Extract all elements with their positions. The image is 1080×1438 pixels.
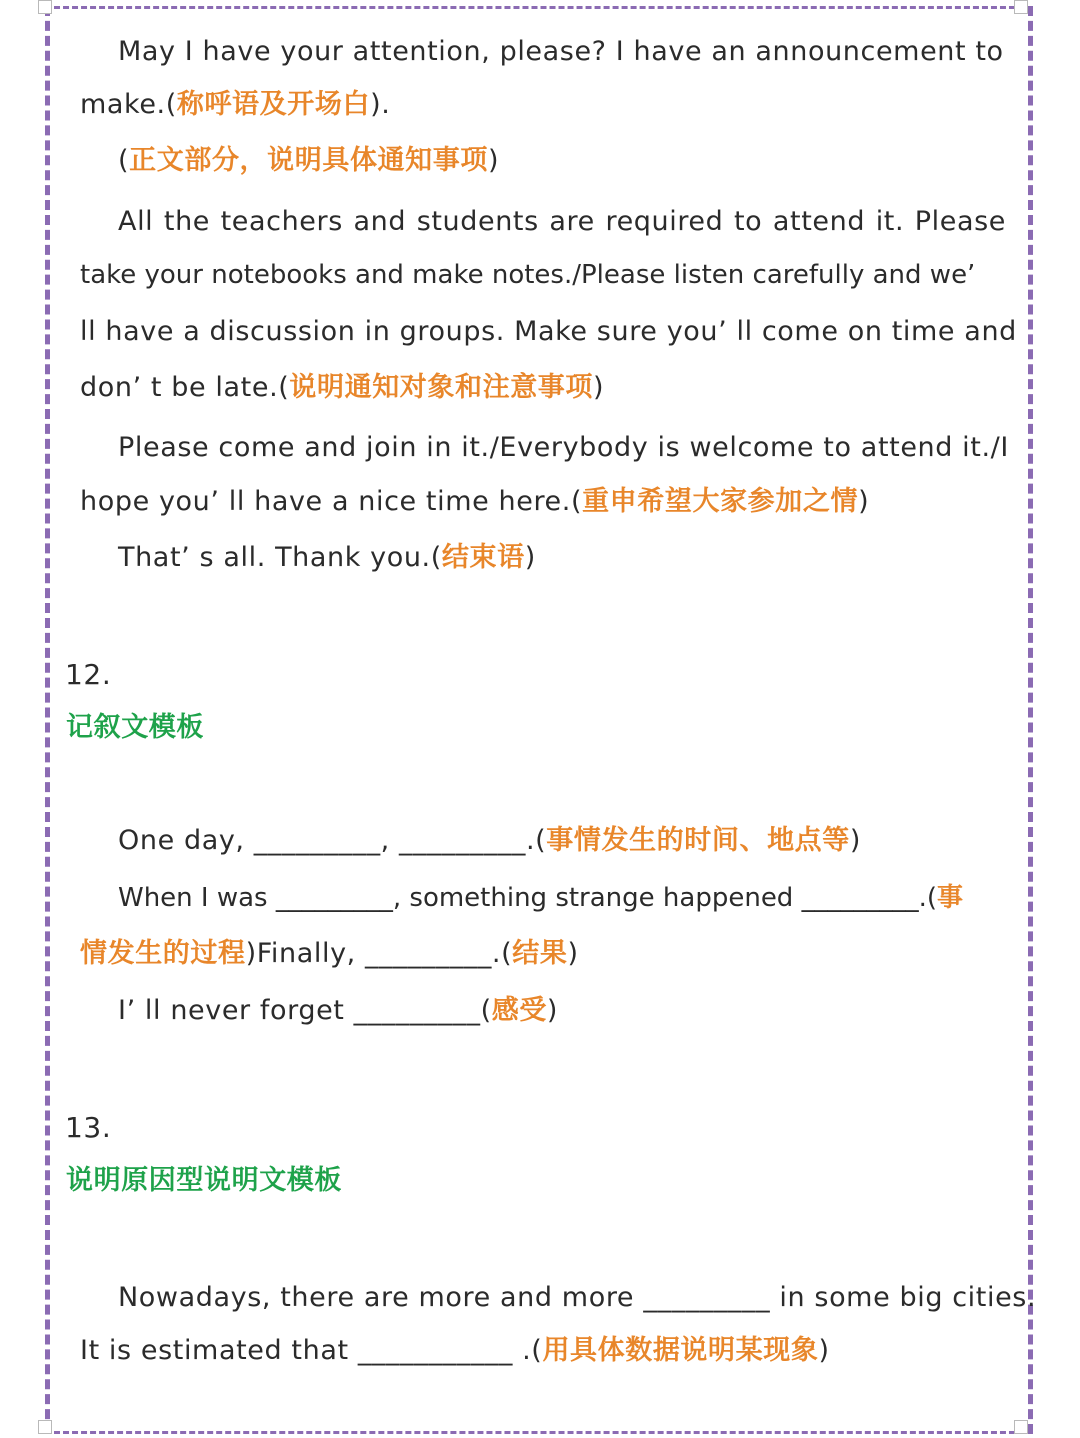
line-text: don’ t be late.( — [80, 372, 290, 403]
annotation-note: 感受 — [491, 995, 547, 1026]
section-number: 13. — [65, 1111, 112, 1144]
template-line — [80, 1331, 830, 1371]
corner-marker — [1014, 1420, 1028, 1434]
section-title: 记叙文模板 — [66, 712, 204, 743]
line-text: make.( — [80, 89, 177, 120]
announcement-line: Please come and join in it./Everybody is welcome to attend it./I — [118, 432, 1009, 463]
corner-marker — [38, 0, 52, 14]
line-text: One day, _________, _________.( — [118, 825, 547, 856]
line-text: ). — [370, 89, 391, 120]
line-text: hope you’ ll have a nice time here.( — [80, 486, 583, 517]
line-text: When I was _________, something strange happened _________.( — [118, 883, 937, 913]
announcement-line: take your notebooks and make notes./Please listen carefully and we’ — [80, 260, 976, 290]
annotation-note: 正文部分，说明具体通知事项 — [129, 145, 488, 176]
section-number: 12. — [65, 658, 112, 691]
template-line: Nowadays, there are more and more _________ in some big cities. — [118, 1282, 1037, 1313]
line-text: ) — [487, 145, 500, 176]
line-text: ) — [818, 1335, 830, 1366]
line-text: ) — [567, 938, 579, 969]
announcement-line: All the teachers and students are required to attend it. Please — [118, 206, 1006, 237]
line-text: ) — [593, 372, 605, 403]
annotation-note: 称呼语及开场白 — [176, 89, 371, 120]
line-text: )Finally, _________.( — [245, 938, 513, 969]
annotation-note: 事 — [937, 883, 964, 913]
corner-marker — [1014, 0, 1028, 14]
template-line — [118, 878, 963, 918]
line-text: It is estimated that ___________ .( — [80, 1335, 543, 1366]
corner-marker — [38, 1420, 52, 1434]
announcement-line — [118, 141, 499, 181]
annotation-note: 事情发生的时间、地点等 — [546, 825, 850, 856]
line-text: ( — [118, 145, 130, 176]
annotation-note: 用具体数据说明某现象 — [542, 1335, 819, 1366]
annotation-note: 结束语 — [441, 542, 525, 573]
line-text: That’ s all. Thank you.( — [118, 542, 442, 573]
template-line — [118, 991, 558, 1031]
announcement-line: May I have your attention, please? I have an announcement to — [118, 36, 1004, 67]
line-text: ) — [858, 486, 870, 517]
announcement-line — [80, 85, 390, 125]
template-line — [118, 821, 861, 861]
announcement-line: ll have a discussion in groups. Make sure you’ ll come on time and — [80, 316, 1017, 347]
annotation-note: 结果 — [512, 938, 568, 969]
annotation-note: 重申希望大家参加之情 — [582, 486, 859, 517]
template-line — [80, 934, 579, 974]
line-text: ) — [546, 995, 559, 1026]
announcement-line — [80, 482, 869, 522]
line-text: ) — [849, 825, 862, 856]
annotation-note: 说明通知对象和注意事项 — [289, 372, 594, 403]
line-text: ) — [524, 542, 536, 573]
line-text: I’ ll never forget _________( — [118, 995, 492, 1026]
announcement-line — [118, 538, 536, 578]
section-title: 说明原因型说明文模板 — [66, 1165, 342, 1196]
announcement-line — [80, 368, 604, 408]
annotation-note: 情发生的过程 — [80, 938, 246, 969]
